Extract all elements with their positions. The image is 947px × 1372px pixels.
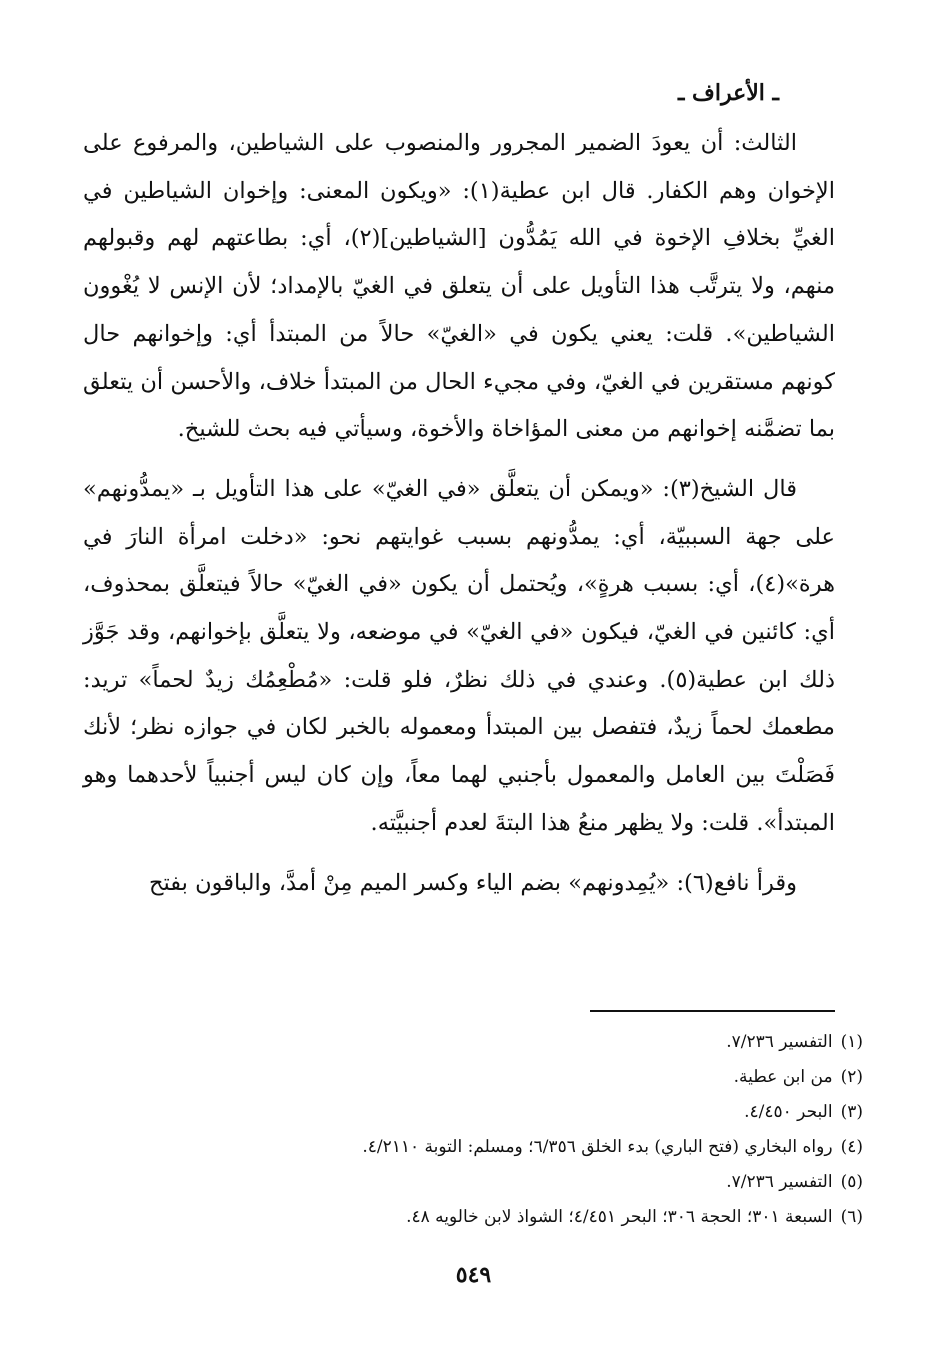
footnote-separator [590, 1010, 835, 1012]
footnote-text: التفسير ٧/٢٣٦. [726, 1172, 833, 1192]
footnote-1 [123, 1025, 863, 1060]
footnote-text: السبعة ٣٠١؛ الحجة ٣٠٦؛ البحر ٤/٤٥١؛ الشواذ لابن خالويه ٤٨. [406, 1207, 833, 1227]
running-head: ـ الأعراف ـ [677, 80, 779, 106]
footnote-6 [123, 1200, 863, 1235]
footnote-number: (٤) [840, 1137, 863, 1157]
footnotes-list [123, 1025, 863, 1235]
footnote-4 [123, 1130, 863, 1165]
paragraph-3: وقرأ نافع(٦): «يُمِدونهم» بضم الياء وكسر الميم مِنْ أمدَّ، والباقون بفتح [148, 869, 797, 896]
paragraph-2: قال الشيخ(٣): «ويمكن أن يتعلَّق «في الغيّ» على هذا التأويل بـ «يمدُّونهم» على جهة السببيّة، أي: يمدُّونهم بسبب غوايتهم نحو: «دخلت امرأة النارَ في هرة»(٤)، أي: بسبب هرةٍ»، ويُحتمل أن يكون «في الغيّ» حالاً فيتعلَّق بمحذوف، أي: كائنين في الغيّ، فيكون «في الغيّ» في موضعه، ولا يتعلَّق بإخوانهم، وقد جَوَّز ذلك ابن عطية(٥). وعندي في ذلك نظرٌ، فلو قلت: «مُطْعِمُك زيدٌ لحماً» تريد: مطعمك لحماً زيدٌ، فتفصل بين المبتدأ ومعموله بالخبر لكان في جوازه نظر؛ لأنك فَصَلْتَ بين العامل والمعمول بأجنبي لهما معاً، وإن كان ليس أجنبياً لأحدهما وهو المبتدأ». قلت: ولا يظهر منعُ هذا البتةَ لعدم أجنبيَّته. [83, 475, 836, 836]
footnote-number: (٥) [840, 1172, 863, 1192]
page-number: ٥٤٩ [455, 1262, 492, 1288]
paragraph-1: الثالث: أن يعودَ الضمير المجرور والمنصوب على الشياطين، والمرفوع على الإخوان وهم الكفار. قال ابن عطية(١): «ويكون المعنى: وإخوان الشياطين في الغيِّ بخلافِ الإخوة في الله يَمُدُّون [الشياطين](٢)، أي: بطاعتهم لهم وقبولهم منهم، ولا يترتَّب هذا التأويل على أن يتعلق في الغيّ بالإمداد؛ لأن الإنس لا يُغْوون الشياطين». قلت: يعني يكون في «الغيّ» حالاً من المبتدأ أي: وإخوانهم حال كونهم مستقرين في الغيّ، وفي مجيء الحال من المبتدأ خلاف، والأحسن أن يتعلق بما تضمَّنه إخوانهم من معنى المؤاخاة والأخوة، وسيأتي فيه بحث للشيخ. [83, 130, 835, 443]
footnote-text: رواه البخاري (فتح الباري) بدء الخلق ٦/٣٥٦؛ ومسلم: التوبة ٤/٢١١٠. [362, 1137, 833, 1157]
footnote-text: من ابن عطية. [733, 1067, 833, 1087]
footnote-2 [123, 1060, 863, 1095]
footnote-number: (٣) [840, 1102, 863, 1122]
footnote-number: (٦) [840, 1207, 863, 1227]
footnote-number: (١) [840, 1032, 863, 1052]
main-text [83, 120, 835, 907]
footnote-number: (٢) [840, 1067, 863, 1087]
footnote-text: التفسير ٧/٢٣٦. [726, 1032, 833, 1052]
footnote-text: البحر ٤/٤٥٠. [744, 1102, 833, 1122]
footnote-3 [123, 1095, 863, 1130]
footnote-5 [123, 1165, 863, 1200]
